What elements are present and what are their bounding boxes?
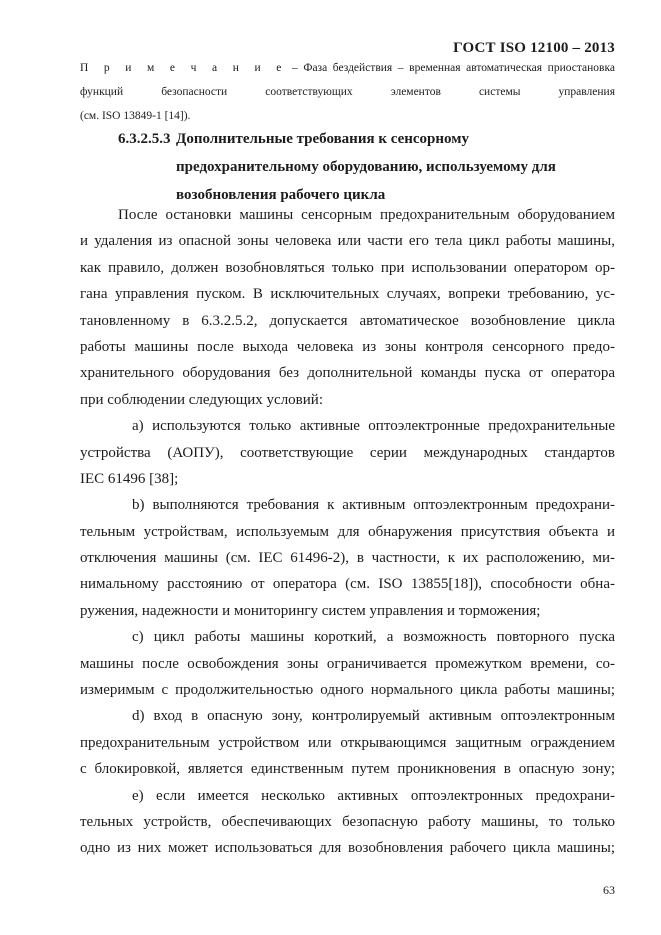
text-line: ружения, надежности и мониторингу систем управления и торможения; [80,602,541,619]
text-line: предохранительным устройством или открывающимся защитным ограждением [80,734,615,751]
paragraph-intro [80,202,615,413]
list-item-e [80,783,615,862]
text-line: а) используются только активные оптоэлектронные предохранительные [132,418,615,435]
text-line: отключения машины (см. IEC 61496-2), в частности, к их расположению, ми- [80,550,615,567]
list-item-b [80,492,615,624]
text-line: b) выполняются требования к активным оптоэлектронным предохрани- [132,497,615,514]
list-item-c [80,624,615,703]
document-header-title: ГОСТ ISO 12100 – 2013 [453,40,615,56]
text-line: нимальному расстоянию от оператора (см. ISO 13855[18]), способности обна- [80,576,615,593]
text-line: После остановки машины сенсорным предохранительным оборудованием [118,207,615,223]
text-line: машины после освобождения зоны ограничивается промежутком времени, со- [80,655,615,672]
list-item-d [80,703,615,782]
text-line: и удаления из опасной зоны человека или части его тела цикл работы машины, [80,233,615,250]
text-line: с) цикл работы машины короткий, а возможность повторного пуска [132,629,615,646]
note-block [80,61,615,123]
text-line: устройства (АОПУ), соответствующие серии международных стандартов [80,444,615,461]
page-number: 63 [603,883,615,897]
list-item-a [80,413,615,492]
text-line: е) если имеется несколько активных оптоэлектронных предохрани- [132,787,615,804]
note-line-2: функций безопасности соответствующих элементов системы управления [80,86,615,98]
note-line-3: (см. ISO 13849-1 [14]). [80,110,191,122]
text-line: измеримым с продолжительностью одного нормального цикла работы машины; [80,682,615,699]
text-line: с блокировкой, является единственным путем проникновения в опасную зону; [80,761,615,778]
section-title [176,125,616,209]
text-line: IEC 61496 [38]; [80,470,179,487]
note-label: П р и м е ч а н и е [80,62,287,74]
text-line: как правило, должен возобновляться только при использовании оператором ор- [80,259,615,276]
text-line: при соблюдении следующих условий: [80,391,323,408]
text-line: d) вход в опасную зону, контролируемый активным оптоэлектронным [132,708,615,725]
note-text-1: – Фаза бездействия – временная автоматическая приостановка [286,62,615,74]
text-line: тельных устройств, обеспечивающих безопасную работу машины, то только [80,813,615,830]
section-title-line: Дополнительные требования к сенсорному [176,131,469,147]
section-title-line: возобновления рабочего цикла [176,187,386,203]
text-line: гана управления пуском. В исключительных случаях, вопреки требованию, ус- [80,286,615,303]
section-title-line: предохранительному оборудованию, используемому для [176,159,556,175]
text-line: одно из них может использоваться для возобновления рабочего цикла машины; [80,840,615,857]
section-number: 6.3.2.5.3 [118,131,171,147]
text-line: тельным устройствам, используемым для обнаружения присутствия объекта и [80,523,615,540]
text-line: тановленному в 6.3.2.5.2, допускается автоматическое возобновление цикла [80,312,615,329]
document-body [80,202,615,862]
text-line: хранительного оборудования без дополнительной команды пуска от оператора [80,365,615,382]
note-line-1 [80,61,615,75]
text-line: работы машины после выхода человека из зоны контроля сенсорного предо- [80,338,615,355]
